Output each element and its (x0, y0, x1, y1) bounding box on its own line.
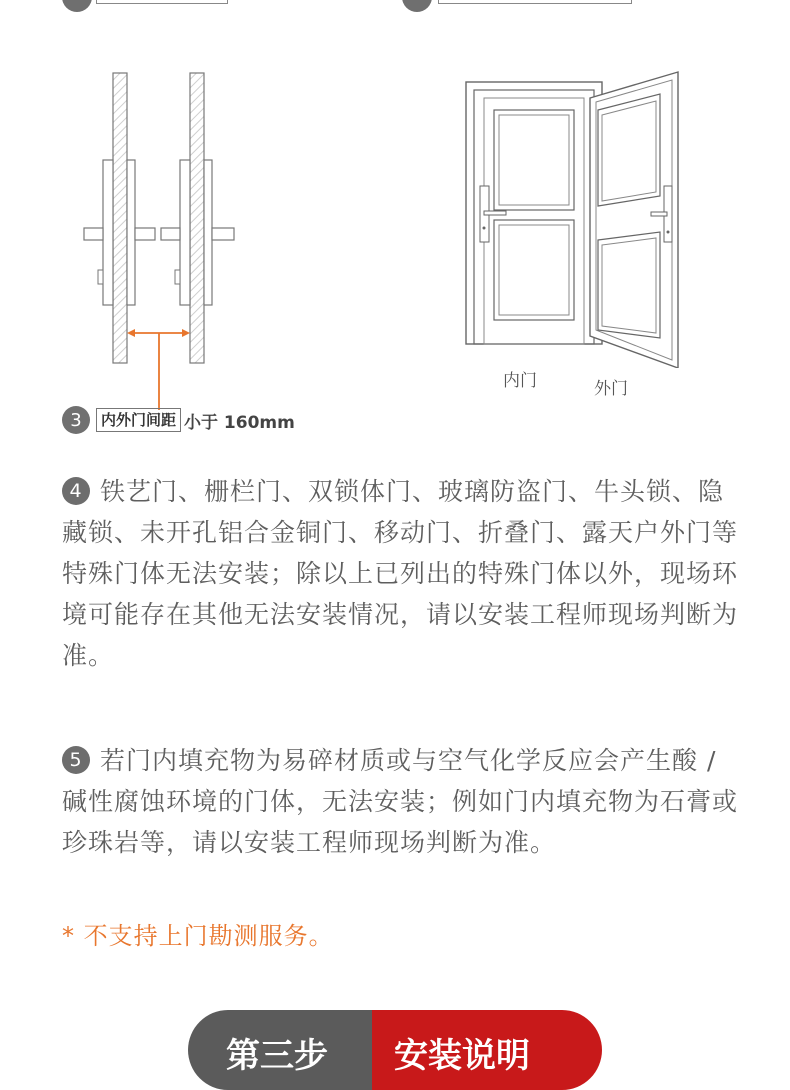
step2-badge-box (438, 0, 632, 4)
section-banner (188, 1010, 602, 1090)
step1-badge-circle (62, 0, 92, 12)
outer-door-label: 外门 (594, 379, 628, 399)
step3-number: 3 (62, 406, 90, 434)
step2-badge-circle (402, 0, 432, 12)
door-gap-diagram (80, 70, 260, 410)
step4-text: 铁艺门、栅栏门、双锁体门、玻璃防盗门、牛头锁、隐藏锁、未开孔铝合金铜门、移动门、折叠门、露天户外门等特殊门体无法安装；除以上已列出的特殊门体以外，现场环境可能存在其他无法安装情况，请以安装工程师现场判断为准。 (62, 477, 739, 670)
step4-paragraph (62, 471, 742, 676)
gap-value: 小于 160mm (184, 412, 295, 433)
double-door-illustration (460, 68, 690, 368)
gap-label: 内外门间距 (96, 408, 181, 432)
step5-number: 5 (62, 746, 90, 774)
banner-step-label: 第三步 (188, 1010, 372, 1090)
step1-badge-box (96, 0, 228, 4)
step5-paragraph (62, 740, 742, 863)
inner-door-label: 内门 (503, 371, 537, 391)
step5-text: 若门内填充物为易碎材质或与空气化学反应会产生酸 / 碱性腐蚀环境的门体，无法安装；例如门内填充物为石膏或珍珠岩等，请以安装工程师现场判断为准。 (62, 746, 739, 857)
banner-title: 安装说明 (372, 1010, 602, 1090)
step4-number: 4 (62, 477, 90, 505)
step3-row (62, 405, 295, 435)
no-survey-note: * 不支持上门勘测服务。 (62, 922, 334, 950)
